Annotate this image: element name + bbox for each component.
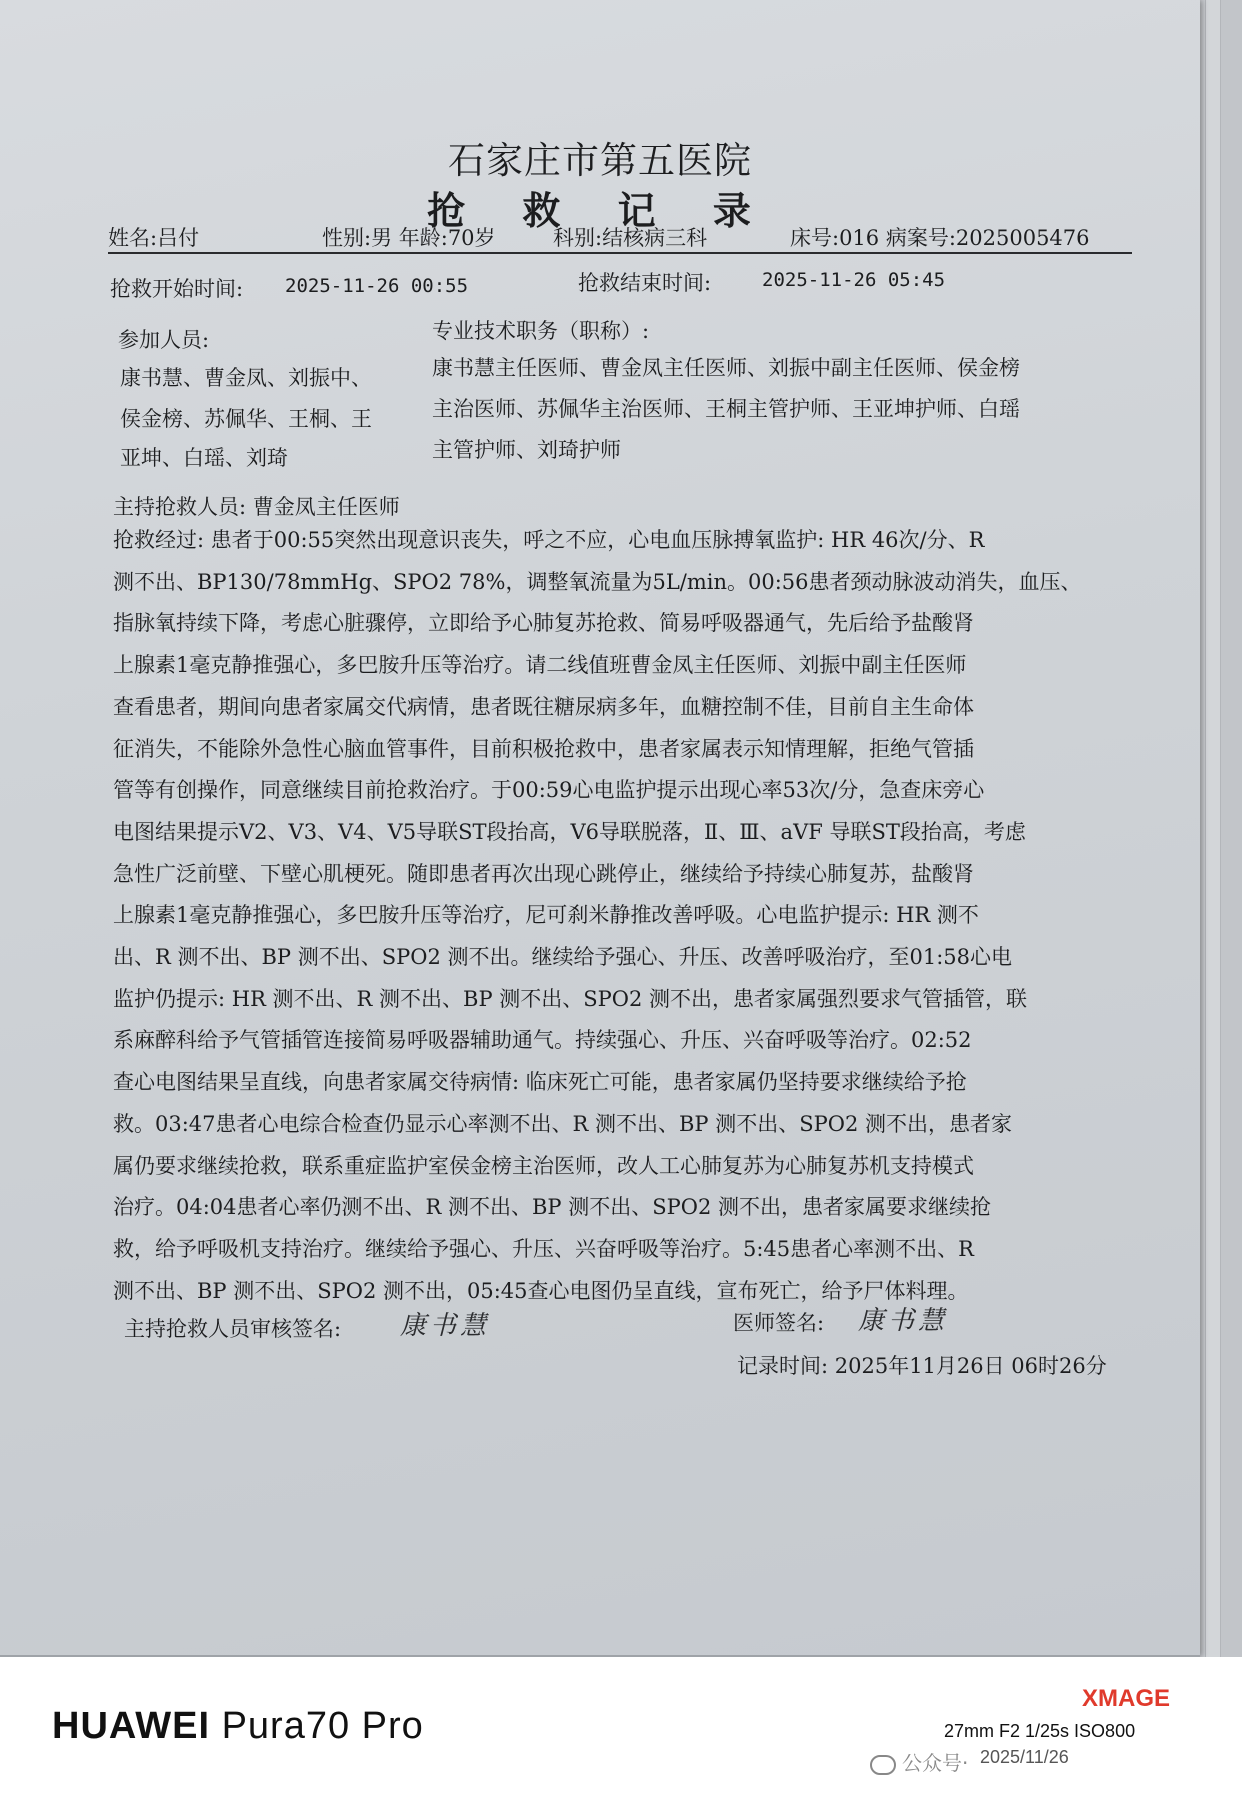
doctor-signature-label: 医师签名:: [733, 1311, 825, 1335]
start-time-value: 2025-11-26 00:55: [285, 275, 469, 297]
record-time: 记录时间: 2025年11月26日 06时26分: [737, 1354, 1107, 1378]
camera-brand: [52, 1705, 424, 1748]
participants-line: 侯金榜、苏佩华、王桐、王: [120, 407, 372, 431]
participants-label: 参加人员:: [118, 328, 210, 352]
watermark-text: 公众号·: [902, 1751, 969, 1775]
wechat-icon: [870, 1755, 896, 1775]
process-line: 征消失，不能除外急性心脑血管事件，目前积极抢救中，患者家属表示知情理解，拒绝气管插: [113, 736, 974, 761]
process-line: 属仍要求继续抢救，联系重症监护室侯金榜主治医师，改人工心肺复苏为心肺复苏机支持模式: [113, 1153, 974, 1178]
process-line: 查心电图结果呈直线，向患者家属交待病情: 临床死亡可能，患者家属仍坚持要求继续给予抢: [113, 1070, 967, 1095]
process-line: 测不出、BP 测不出、SPO2 测不出，05:45查心电图仍呈直线，宣布死亡，给予尸体料理。: [113, 1278, 969, 1303]
process-line: 抢救经过: 患者于00:55突然出现意识丧失，呼之不应，心电血压脉搏氧监护: HR 46次/分、R: [113, 528, 985, 552]
review-signature-label: 主持抢救人员审核签名:: [124, 1317, 342, 1341]
participants-line: 康书慧、曹金凤、刘振中、: [120, 366, 372, 390]
patient-sex-age: 性别:男 年龄:70岁: [322, 226, 496, 250]
header-rule: [108, 252, 1132, 254]
rescue-leader: 主持抢救人员: 曹金凤主任医师: [113, 495, 400, 519]
model-name: Pura70 Pro: [221, 1705, 424, 1747]
process-line: 系麻醉科给予气管插管连接简易呼吸器辅助通气。持续强心、升压、兴奋呼吸等治疗。02:52: [113, 1028, 972, 1053]
process-line: 管等有创操作，同意继续目前抢救治疗。于00:59心电监护提示出现心率53次/分，急查床旁心: [113, 778, 985, 803]
stacked-sheet-edge: [1220, 0, 1242, 1660]
process-line: 上腺素1毫克静推强心，多巴胺升压等治疗。请二线值班曹金凤主任医师、刘振中副主任医师: [113, 653, 967, 678]
patient-name: 姓名:吕付: [108, 226, 200, 250]
wechat-watermark: [870, 1747, 968, 1776]
start-time-label: 抢救开始时间:: [110, 277, 244, 301]
patient-bed-case: 床号:016 病案号:2025005476: [790, 226, 1090, 250]
review-signature: 康书慧: [400, 1311, 491, 1341]
process-line: 查看患者，期间向患者家属交代病情，患者既往糖尿病多年，血糖控制不佳，目前自主生命体: [113, 694, 974, 719]
titles-line: 主管护师、刘琦护师: [432, 438, 621, 462]
document-title: 抢 救 记 录: [427, 188, 773, 233]
titles-line: 主治医师、苏佩华主治医师、王桐主管护师、王亚坤护师、白瑶: [432, 397, 1020, 421]
professional-title-label: 专业技术职务（职称）:: [432, 319, 650, 343]
process-line: 急性广泛前壁、下壁心肌梗死。随即患者再次出现心跳停止，继续给予持续心肺复苏，盐酸肾: [113, 861, 974, 886]
process-line: 出、R 测不出、BP 测不出、SPO2 测不出。继续给予强心、升压、改善呼吸治疗，至01:58心电: [113, 945, 1013, 970]
xmage-logo: XMAGE: [1082, 1685, 1171, 1712]
rescue-process: [113, 520, 1148, 1312]
brand-name: HUAWEI: [52, 1705, 210, 1747]
exif-date: 2025/11/26: [980, 1747, 1069, 1767]
patient-dept: 科别:结核病三科: [553, 226, 708, 250]
exif-info: 27mm F2 1/25s ISO800: [944, 1721, 1136, 1741]
process-line: 指脉氧持续下降，考虑心脏骤停，立即给予心肺复苏抢救、简易呼吸器通气，先后给予盐酸肾: [113, 611, 974, 636]
end-time-label: 抢救结束时间:: [578, 271, 712, 295]
end-time-value: 2025-11-26 05:45: [762, 269, 946, 291]
titles-line: 康书慧主任医师、曹金凤主任医师、刘振中副主任医师、侯金榜: [432, 356, 1020, 380]
process-line: 电图结果提示V2、V3、V4、V5导联ST段抬高，V6导联脱落，Ⅱ、Ⅲ、aVF 导联ST段抬高，考虑: [113, 819, 1026, 844]
process-line: 测不出、BP130/78mmHg、SPO2 78%，调整氧流量为5L/min。00:56患者颈动脉波动消失，血压、: [113, 569, 1082, 594]
hospital-name: 石家庄市第五医院: [448, 139, 752, 182]
doctor-signature: 康书慧: [858, 1306, 949, 1336]
process-line: 监护仍提示: HR 测不出、R 测不出、BP 测不出、SPO2 测不出，患者家属强烈要求气管插管，联: [113, 986, 1028, 1011]
process-line: 救，给予呼吸机支持治疗。继续给予强心、升压、兴奋呼吸等治疗。5:45患者心率测不出、R: [113, 1236, 974, 1261]
camera-watermark-bar: [0, 1657, 1242, 1795]
participants-line: 亚坤、白瑶、刘琦: [120, 446, 288, 470]
process-line: 上腺素1毫克静推强心，多巴胺升压等治疗，尼可刹米静推改善呼吸。心电监护提示: HR 测不: [113, 903, 979, 928]
process-line: 救。03:47患者心电综合检查仍显示心率测不出、R 测不出、BP 测不出、SPO2 测不出，患者家: [113, 1111, 1013, 1136]
process-line: 治疗。04:04患者心率仍测不出、R 测不出、BP 测不出、SPO2 测不出，患者家属要求继续抢: [113, 1195, 992, 1220]
